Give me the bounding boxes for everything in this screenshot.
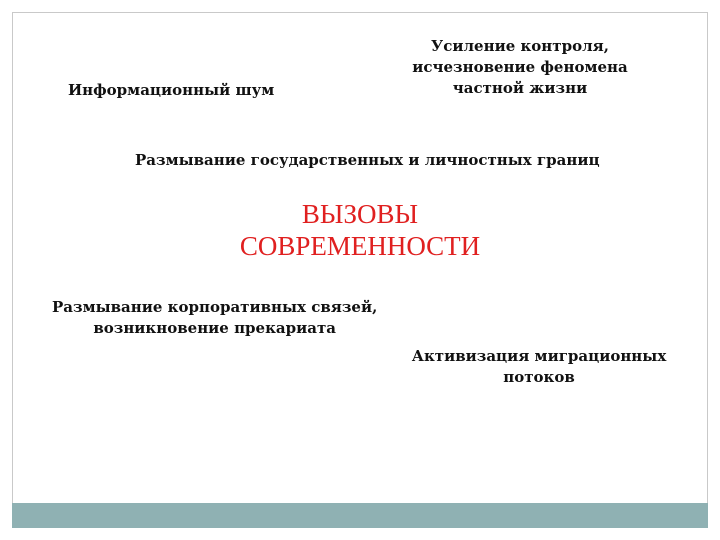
corporate-line-2: возникновение прекариата — [93, 319, 336, 337]
challenges-title-line-1: ВЫЗОВЫ — [301, 199, 419, 229]
borders-text: Размывание государственных и личностных границ — [135, 151, 600, 169]
info-noise-text: Информационный шум — [68, 81, 275, 99]
migration-line-2: потоков — [503, 368, 575, 386]
corporate-line-1: Размывание корпоративных связей, — [52, 298, 378, 316]
footer-bar — [12, 503, 708, 528]
control-line-2: исчезновение феномена — [412, 58, 628, 76]
migration-text — [380, 346, 698, 388]
corporate-text — [52, 297, 377, 339]
migration-line-1: Активизация миграционных — [411, 347, 667, 365]
challenges-title-line-2: СОВРЕМЕННОСТИ — [239, 231, 481, 261]
challenges-title — [180, 198, 540, 262]
control-line-3: частной жизни — [452, 79, 588, 97]
control-text — [390, 36, 650, 99]
control-line-1: Усиление контроля, — [431, 37, 609, 55]
